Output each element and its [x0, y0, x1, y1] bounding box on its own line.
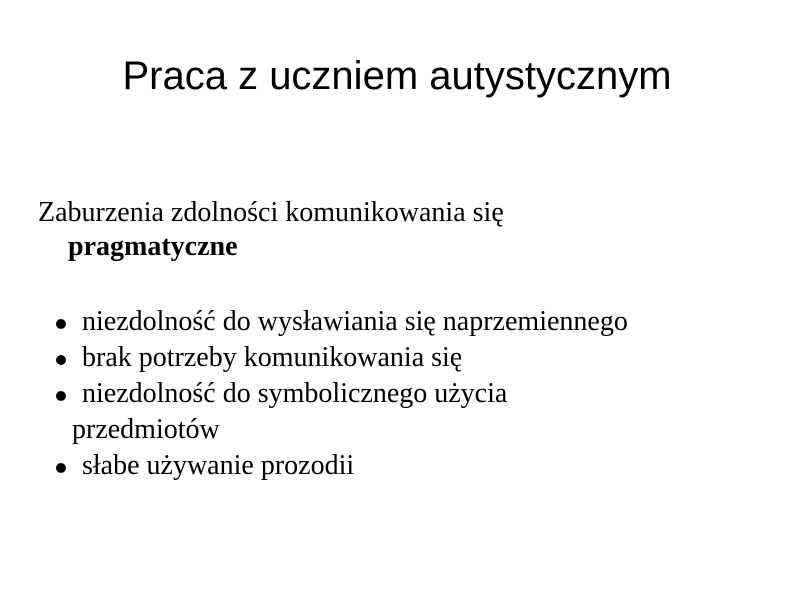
bullet-text: słabe używanie prozodii — [82, 450, 355, 481]
bullet-text: brak potrzeby komunikowania się — [82, 342, 463, 373]
intro-text — [38, 196, 504, 264]
bullet-text-continuation: przedmiotów — [72, 414, 220, 445]
bullet-item — [56, 340, 628, 376]
bullet-text: niezdolność do symbolicznego użycia — [82, 378, 508, 409]
bullet-item — [56, 304, 628, 340]
bullet-list — [56, 304, 628, 484]
bullet-dot-icon — [56, 355, 66, 365]
slide-title: Praca z uczniem autystycznym — [122, 54, 672, 98]
bullet-dot-icon — [56, 391, 66, 401]
bullet-item — [56, 448, 628, 484]
bullet-dot-icon — [56, 319, 66, 329]
intro-line-2-bold: pragmatyczne — [68, 231, 238, 262]
bullet-dot-icon — [56, 463, 66, 473]
intro-line-1: Zaburzenia zdolności komunikowania się — [38, 197, 504, 228]
bullet-item — [56, 376, 628, 448]
bullet-text: niezdolność do wysławiania się naprzemiennego — [82, 306, 628, 337]
